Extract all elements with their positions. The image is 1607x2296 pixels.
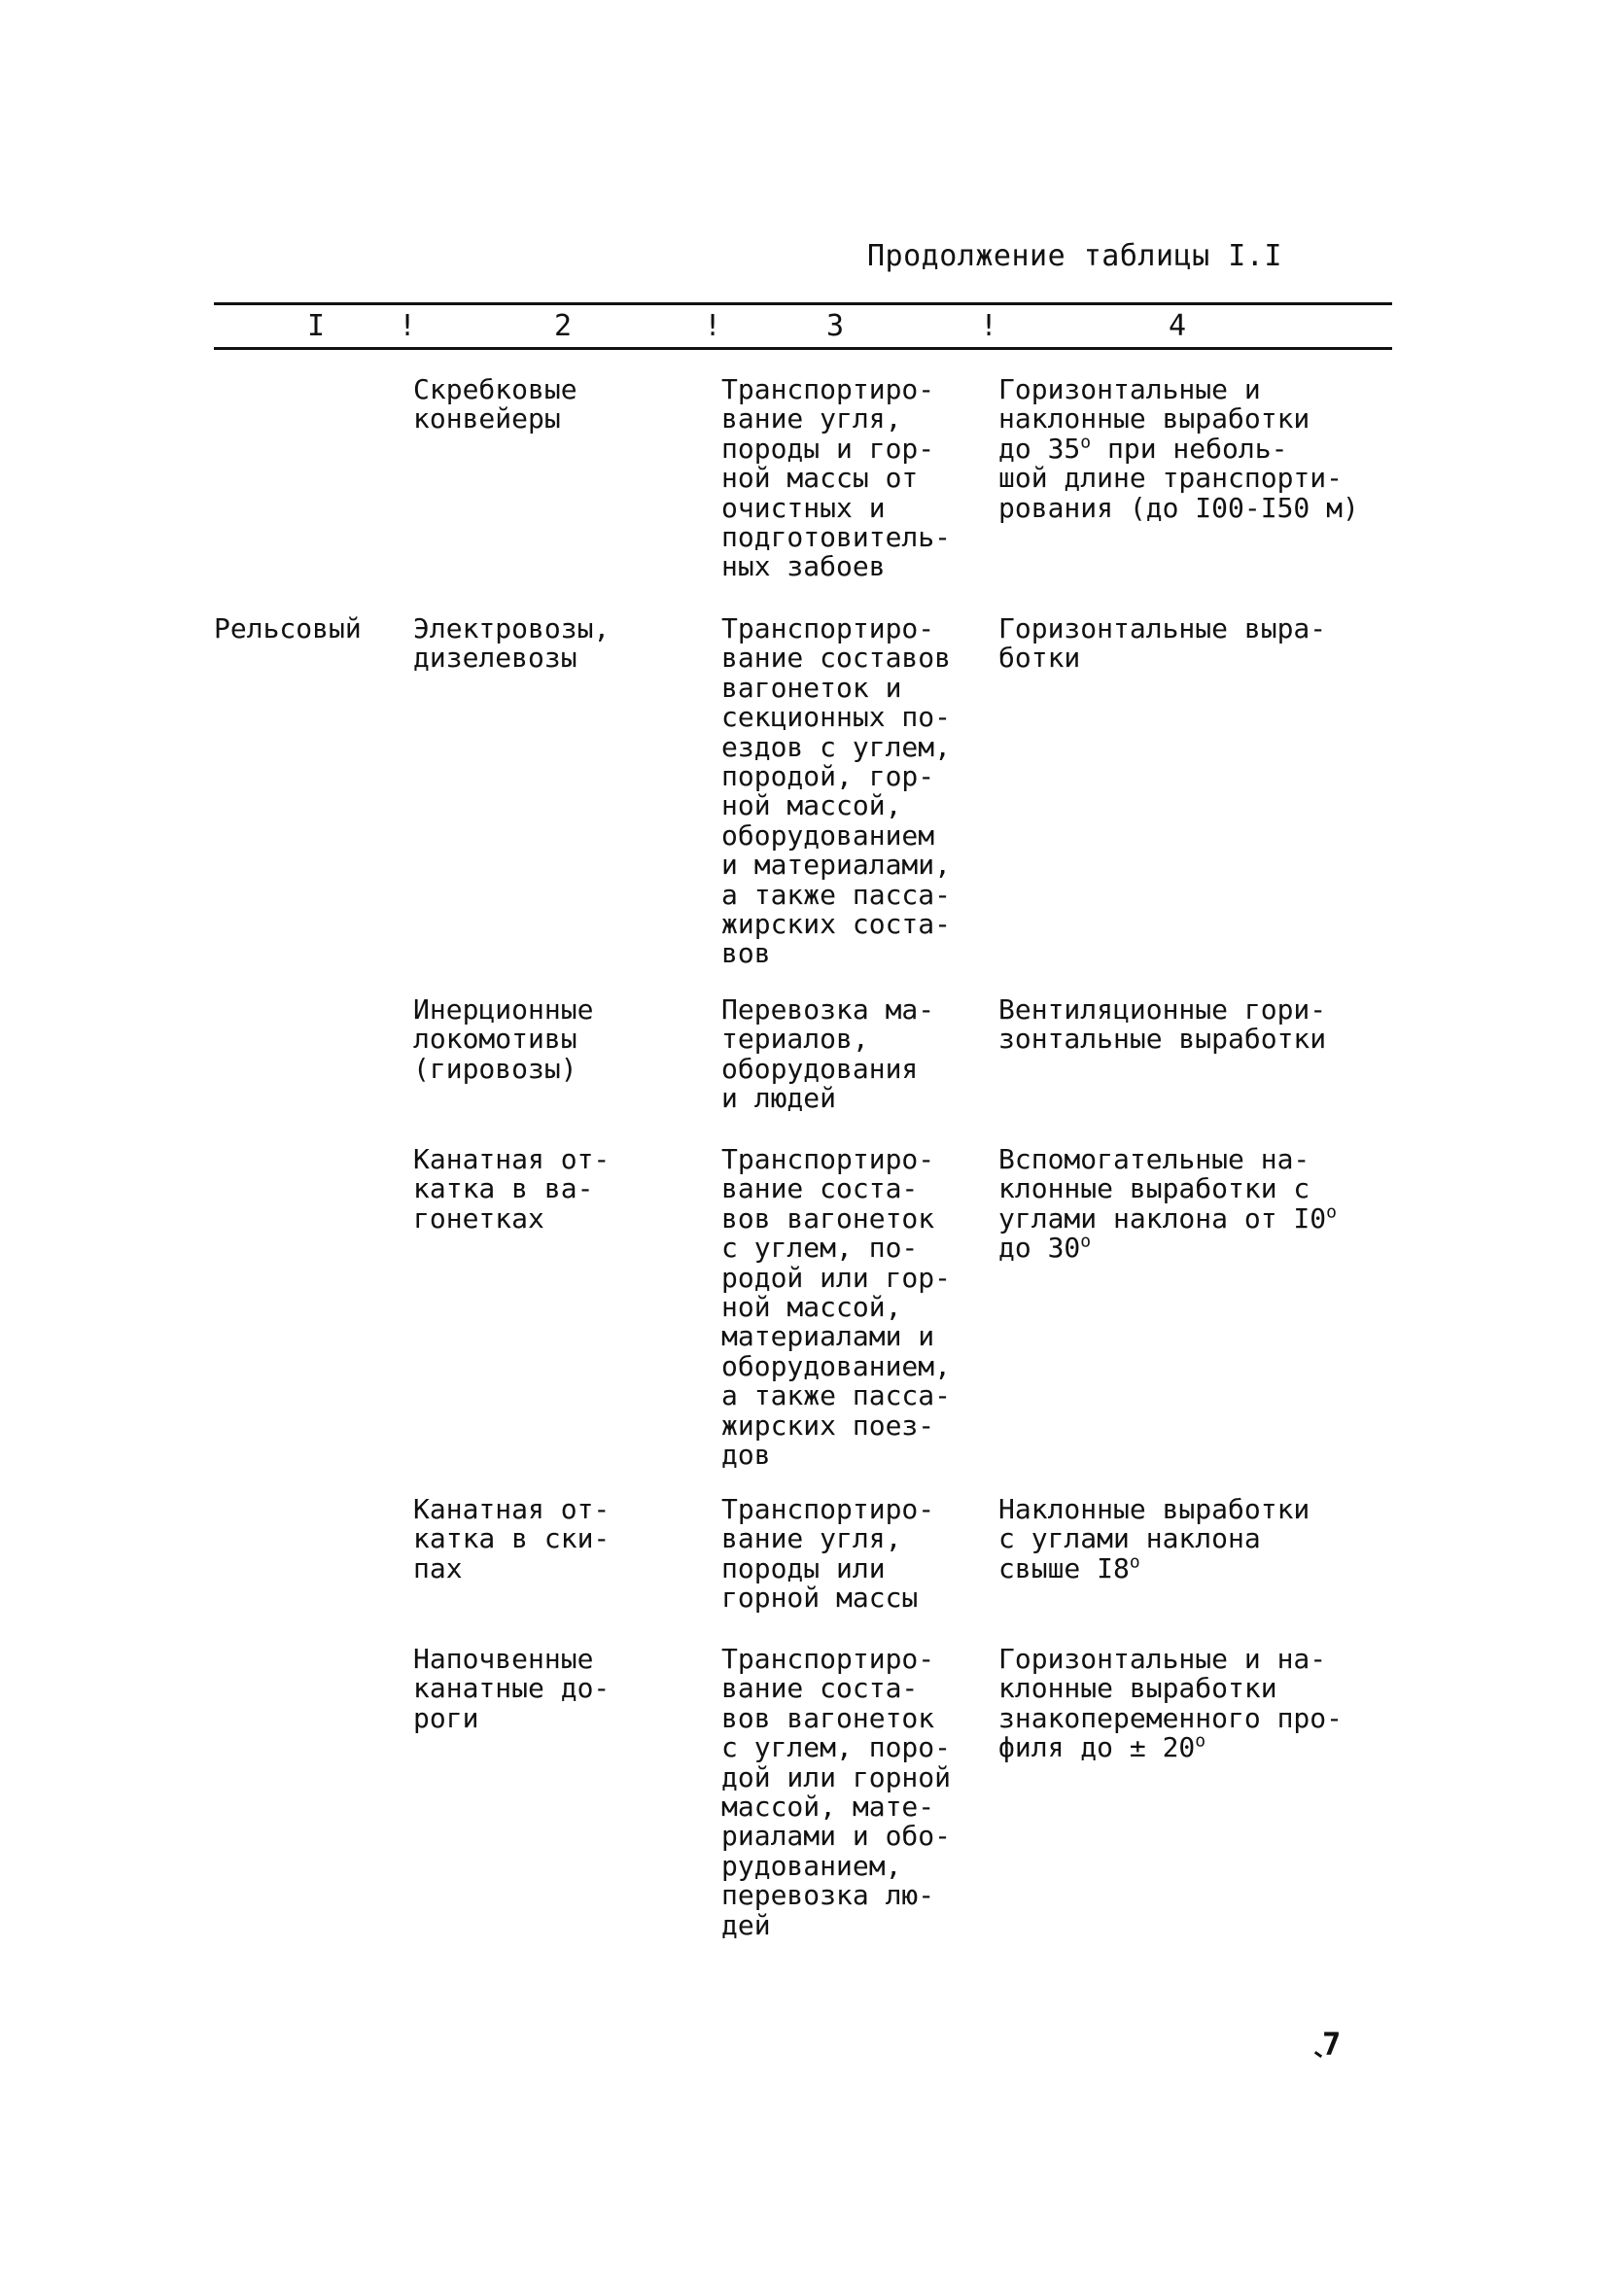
header-separator: ! bbox=[704, 309, 722, 343]
row-3-purpose: Перевозка ма- териалов, оборудования и людей bbox=[721, 993, 935, 1115]
table-top-rule bbox=[214, 302, 1392, 305]
row-6-purpose: Транспортиро- вание соста- вов вагонеток с углем, поро- дой или горной массой, мате- риалами и обо- рудованием, перевозка лю- дей bbox=[721, 1643, 952, 1941]
table-header bbox=[214, 309, 1392, 346]
header-col-2: 2 bbox=[554, 309, 573, 343]
header-col-3: 3 bbox=[826, 309, 845, 343]
row-5-purpose: Транспортиро- вание угля, породы или горной массы bbox=[721, 1493, 935, 1615]
row-2-type: Электровозы, дизелевозы bbox=[413, 612, 611, 675]
row-2-purpose: Транспортиро- вание составов вагонеток и секционных по- ездов с углем, породой, гор- ной массой, оборудованием и материалами, а также пасса- жирских соста- вов bbox=[721, 612, 952, 970]
header-col-1: I bbox=[307, 309, 326, 343]
page-number: 7 bbox=[1322, 2026, 1342, 2063]
header-separator: ! bbox=[399, 309, 417, 343]
row-4-purpose: Транспортиро- вание соста- вов вагонеток с углем, по- родой или гор- ной массой, материалами и оборудованием, а также пасса- жирских поез- дов bbox=[721, 1143, 952, 1472]
table-header-rule bbox=[214, 347, 1392, 350]
row-1-type: Скребковые конвейеры bbox=[413, 373, 577, 435]
row-5-application: Наклонные выработки с углами наклона свыше $I8^о$ bbox=[998, 1493, 1310, 1584]
row-3-type: Инерционные локомотивы (гировозы) bbox=[413, 993, 594, 1085]
row-6-application: Горизонтальные и на- клонные выработки знакопеременного про- филя до ± $20^о$ bbox=[998, 1643, 1344, 1764]
row-1-purpose: Транспортиро- вание угля, породы и гор- ной массы от очистных и подготовитель- ных забоев bbox=[721, 373, 952, 583]
page-mark bbox=[1314, 2051, 1322, 2058]
row-5-type: Канатная от- катка в ски- пах bbox=[413, 1493, 611, 1584]
row-1-application: Горизонтальные и наклонные выработки до $35^о$ при неболь- шой длине транспорти- рования (до I00-I50 м) bbox=[998, 373, 1359, 524]
row-6-type: Напочвенные канатные до- роги bbox=[413, 1643, 611, 1734]
row-2-category: Рельсовый bbox=[214, 612, 362, 644]
row-3-application: Вентиляционные гори- зонтальные выработки bbox=[998, 993, 1327, 1056]
header-col-4: 4 bbox=[1169, 309, 1187, 343]
row-4-type: Канатная от- катка в ва- гонетках bbox=[413, 1143, 611, 1235]
row-2-application: Горизонтальные выра- ботки bbox=[998, 612, 1327, 675]
table-caption: Продолжение таблицы I.I bbox=[867, 239, 1282, 273]
header-separator: ! bbox=[980, 309, 998, 343]
row-4-application: Вспомогательные на- клонные выработки с углами наклона от $I0^о$ до $30^о$ bbox=[998, 1143, 1337, 1265]
